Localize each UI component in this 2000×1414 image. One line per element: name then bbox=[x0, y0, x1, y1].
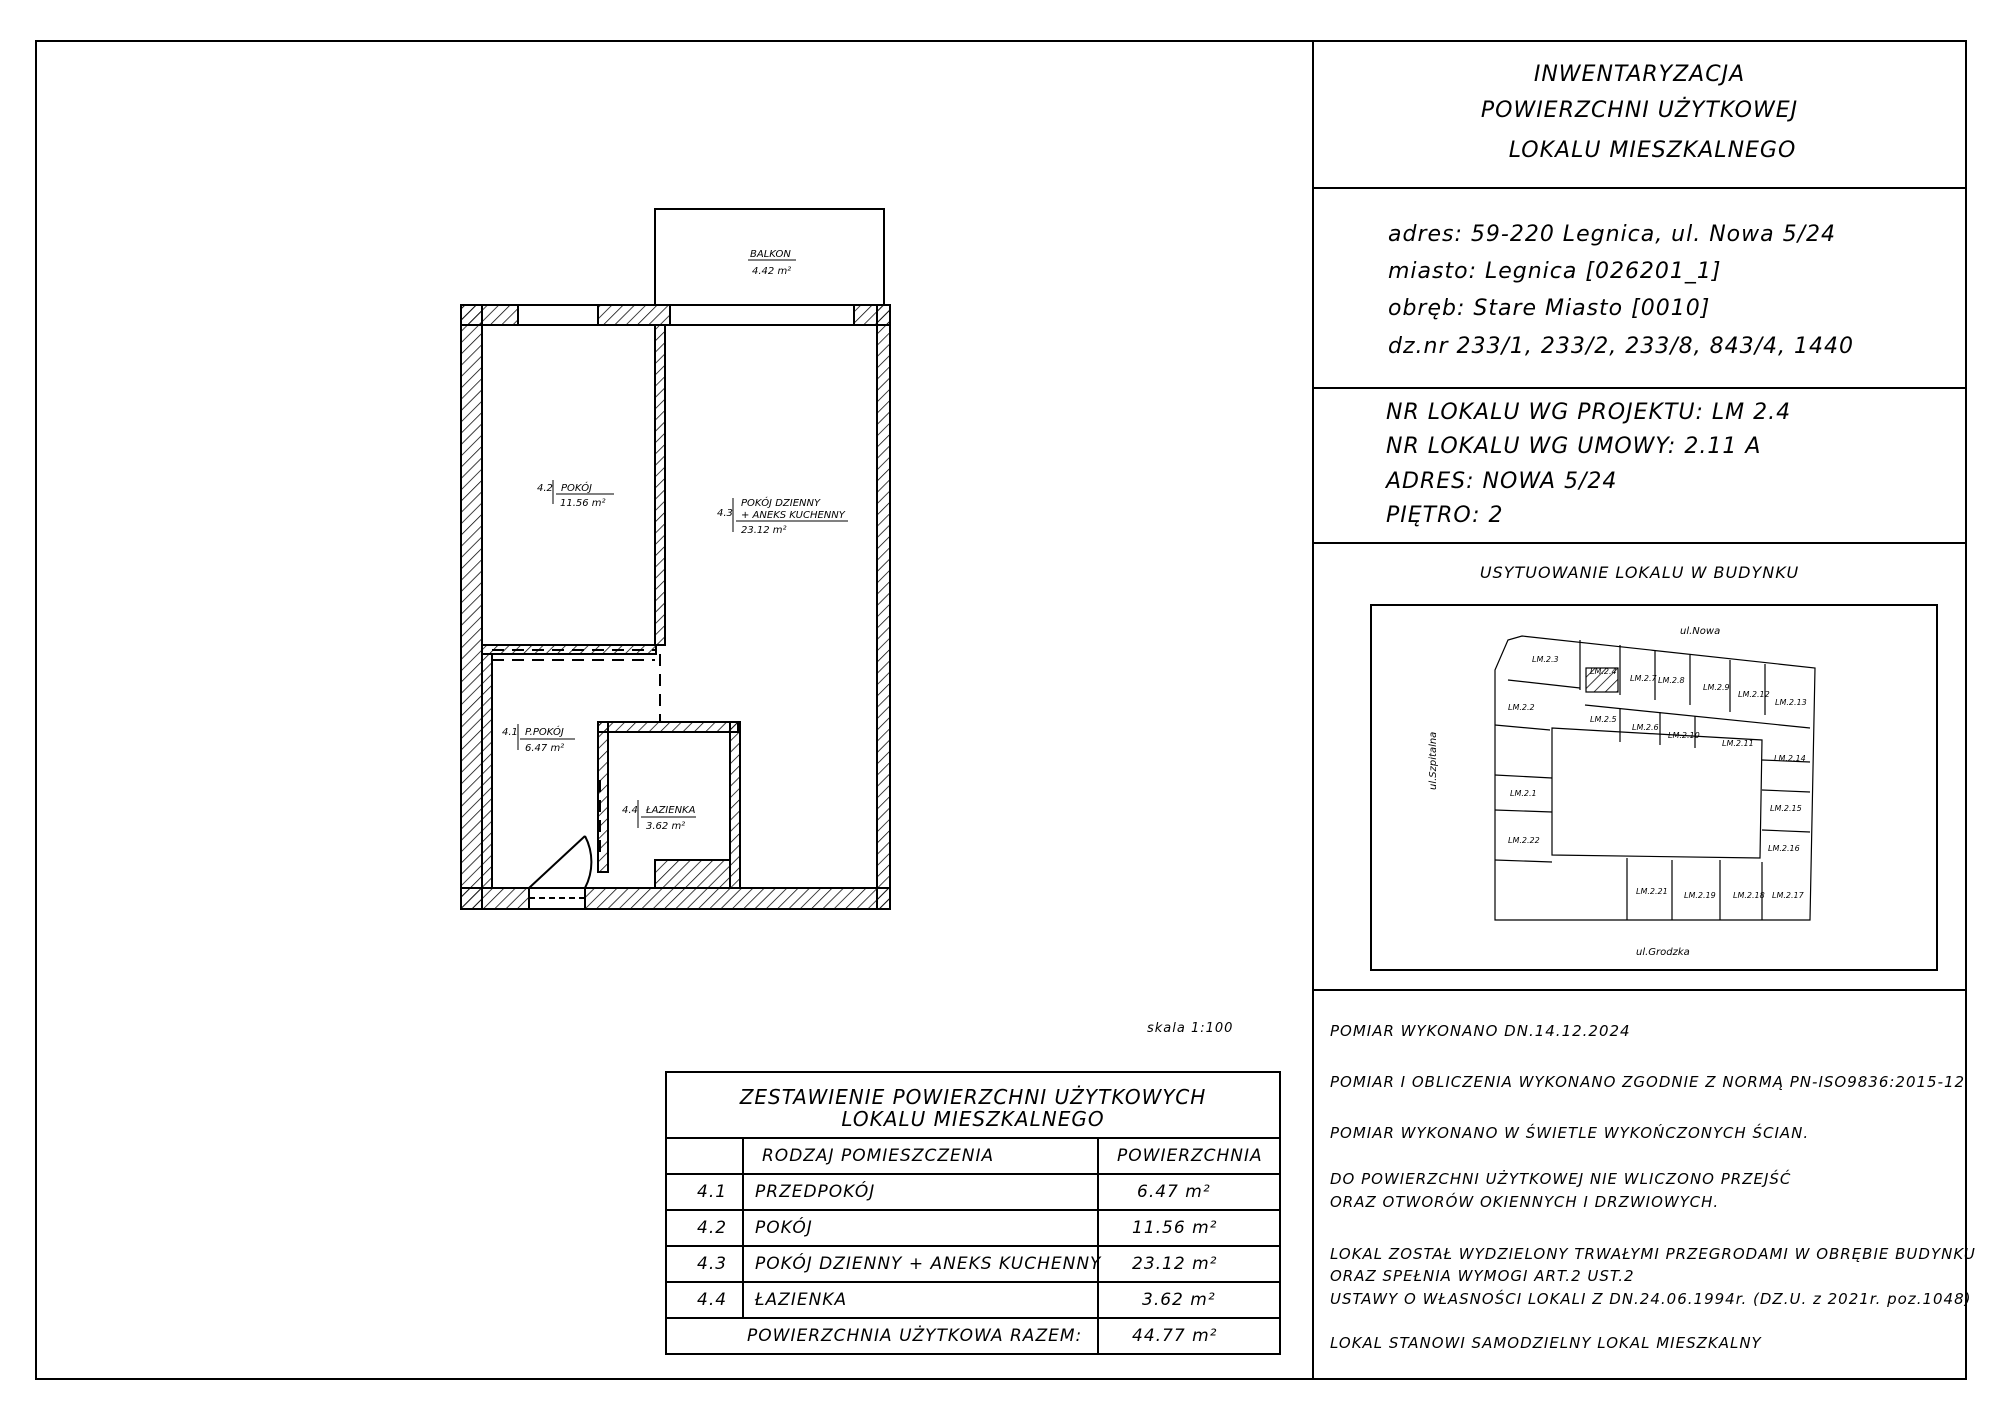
r41-area: 6.47 m² bbox=[525, 743, 565, 754]
row-name: PRZEDPOKÓJ bbox=[755, 1182, 876, 1202]
r44-no: 4.4 bbox=[622, 805, 638, 816]
note-3: POMIAR WYKONANO W ŚWIETLE WYKOŃCZONYCH ŚCIAN. bbox=[1330, 1124, 1810, 1142]
lokal-pietro: PIĘTRO: 2 bbox=[1386, 503, 1504, 528]
bath-wall-bottom bbox=[655, 860, 730, 888]
lokal-adres: ADRES: NOWA 5/24 bbox=[1386, 469, 1618, 494]
unit-label: LM.2.13 bbox=[1775, 698, 1807, 707]
wall-bottom-right bbox=[585, 888, 890, 909]
unit-label: LM.2.22 bbox=[1508, 836, 1540, 845]
unit-label: LM.2.4 bbox=[1590, 667, 1617, 676]
row-area: 11.56 m² bbox=[1132, 1218, 1218, 1238]
note-6: LOKAL STANOWI SAMODZIELNY LOKAL MIESZKALNY bbox=[1330, 1334, 1762, 1352]
unit-label: LM.2.9 bbox=[1703, 683, 1730, 692]
r42-area: 11.56 m² bbox=[560, 498, 606, 509]
row-name: ŁAZIENKA bbox=[755, 1290, 848, 1310]
bath-wall-top bbox=[598, 722, 738, 732]
wall-bottom-left bbox=[461, 888, 529, 909]
note-5a: LOKAL ZOSTAŁ WYDZIELONY TRWAŁYMI PRZEGRODAMI W OBRĘBIE BUDYNKU bbox=[1330, 1245, 1976, 1263]
plan-labels bbox=[502, 249, 848, 832]
row-area: 23.12 m² bbox=[1132, 1254, 1218, 1274]
row-no: 4.4 bbox=[697, 1290, 728, 1310]
row-no: 4.2 bbox=[697, 1218, 728, 1238]
scale-label: skala 1:100 bbox=[1147, 1021, 1234, 1036]
unit-label: LM.2.16 bbox=[1768, 844, 1800, 853]
location-map-frame bbox=[1371, 605, 1937, 970]
r42-no: 4.2 bbox=[537, 483, 553, 494]
table-title-1: ZESTAWIENIE POWIERZCHNI UŻYTKOWYCH bbox=[739, 1085, 1207, 1109]
r42-name: POKÓJ bbox=[561, 483, 593, 494]
row-name: POKÓJ DZIENNY + ANEKS KUCHENNY bbox=[755, 1254, 1102, 1274]
address-miasto: miasto: Legnica [026201_1] bbox=[1388, 259, 1722, 284]
note-2: POMIAR I OBLICZENIA WYKONANO ZGODNIE Z NORMĄ PN-ISO9836:2015-12 bbox=[1330, 1073, 1966, 1091]
unit-label: LM.2.11 bbox=[1722, 739, 1754, 748]
lokal-umowa: NR LOKALU WG UMOWY: 2.11 A bbox=[1386, 434, 1762, 459]
lokal-projekt: NR LOKALU WG PROJEKTU: LM 2.4 bbox=[1386, 400, 1792, 425]
area-summary-table bbox=[665, 1071, 1281, 1355]
wall-top-mid bbox=[598, 305, 670, 325]
unit-label: LM.2.21 bbox=[1636, 887, 1668, 896]
col-header-name: RODZAJ POMIESZCZENIA bbox=[762, 1146, 995, 1166]
row-no: 4.1 bbox=[697, 1182, 728, 1202]
table-header-row bbox=[667, 1137, 1279, 1173]
address-dz: dz.nr 233/1, 233/2, 233/8, 843/4, 1440 bbox=[1388, 334, 1855, 359]
floor-plan bbox=[461, 209, 890, 909]
table-row bbox=[667, 1209, 1279, 1245]
unit-label: LM.2.14 bbox=[1774, 754, 1806, 763]
table-total-row bbox=[667, 1317, 1279, 1353]
note-4a: DO POWIERZCHNI UŻYTKOWEJ NIE WLICZONO PRZEJŚĆ bbox=[1330, 1170, 1792, 1188]
street-bottom: ul.Grodzka bbox=[1636, 947, 1690, 958]
street-left: ul.Szpitalna bbox=[1428, 731, 1439, 790]
row-area: 3.62 m² bbox=[1142, 1290, 1216, 1310]
r41-name: P.POKÓJ bbox=[525, 727, 564, 738]
table-title-2: LOKALU MIESZKALNEGO bbox=[841, 1107, 1105, 1131]
r43-no: 4.3 bbox=[717, 508, 733, 519]
unit-label: LM.2.5 bbox=[1590, 715, 1617, 724]
r43-name1: POKÓJ DZIENNY bbox=[741, 498, 821, 509]
table-row bbox=[667, 1245, 1279, 1281]
table-row bbox=[667, 1173, 1279, 1209]
unit-label: LM.2.8 bbox=[1658, 676, 1685, 685]
title-line-2: POWIERZCHNI UŻYTKOWEJ bbox=[1480, 98, 1799, 123]
address-adres: adres: 59-220 Legnica, ul. Nowa 5/24 bbox=[1388, 222, 1837, 247]
unit-label: LM.2.18 bbox=[1733, 891, 1765, 900]
unit-label: LM.2.6 bbox=[1632, 723, 1659, 732]
wall-right bbox=[877, 305, 890, 909]
unit-label: LM.2.10 bbox=[1668, 731, 1700, 740]
title-line-3: LOKALU MIESZKALNEGO bbox=[1508, 138, 1797, 163]
r43-name2: + ANEKS KUCHENNY bbox=[741, 510, 845, 521]
row-name: POKÓJ bbox=[755, 1218, 813, 1238]
street-top: ul.Nowa bbox=[1680, 626, 1721, 637]
note-5b: ORAZ SPEŁNIA WYMOGI ART.2 UST.2 bbox=[1330, 1267, 1635, 1285]
wall-partition-left-hall bbox=[482, 654, 492, 888]
title-line-1: INWENTARYZACJA bbox=[1533, 62, 1746, 87]
row-no: 4.3 bbox=[697, 1254, 728, 1274]
balkon-label: BALKON bbox=[750, 249, 791, 260]
row-area: 6.47 m² bbox=[1137, 1182, 1211, 1202]
unit-label: LM.2.1 bbox=[1510, 789, 1537, 798]
r41-no: 4.1 bbox=[502, 727, 518, 738]
wall-left bbox=[461, 305, 482, 909]
note-5c: USTAWY O WŁASNOŚCI LOKALI Z DN.24.06.1994r. (DZ.U. z 2021r. poz.1048) bbox=[1330, 1290, 1972, 1308]
r44-area: 3.62 m² bbox=[646, 821, 686, 832]
unit-label: LM.2.3 bbox=[1532, 655, 1559, 664]
wall-partition-mid bbox=[655, 325, 665, 645]
unit-label: LM.2.7 bbox=[1630, 674, 1657, 683]
usytuowanie-title: USYTUOWANIE LOKALU W BUDYNKU bbox=[1479, 563, 1800, 582]
unit-label: LM.2.19 bbox=[1684, 891, 1716, 900]
note-1: POMIAR WYKONANO DN.14.12.2024 bbox=[1330, 1022, 1631, 1040]
address-obreb: obręb: Stare Miasto [0010] bbox=[1388, 296, 1711, 321]
wall-partition-42 bbox=[482, 645, 656, 654]
table-row bbox=[667, 1281, 1279, 1317]
note-4b: ORAZ OTWORÓW OKIENNYCH I DRZWIOWYCH. bbox=[1330, 1193, 1720, 1211]
total-value: 44.77 m² bbox=[1132, 1326, 1218, 1346]
col-header-area: POWIERZCHNIA bbox=[1117, 1146, 1263, 1166]
total-label: POWIERZCHNIA UŻYTKOWA RAZEM: bbox=[747, 1326, 1083, 1346]
unit-label: LM.2.17 bbox=[1772, 891, 1804, 900]
bath-wall-right bbox=[730, 722, 740, 888]
r43-area: 23.12 m² bbox=[741, 525, 787, 536]
unit-label: LM.2.15 bbox=[1770, 804, 1802, 813]
balkon-area: 4.42 m² bbox=[752, 266, 792, 277]
unit-label: LM.2.12 bbox=[1738, 690, 1770, 699]
r44-name: ŁAZIENKA bbox=[646, 805, 696, 816]
unit-label: LM.2.2 bbox=[1508, 703, 1535, 712]
